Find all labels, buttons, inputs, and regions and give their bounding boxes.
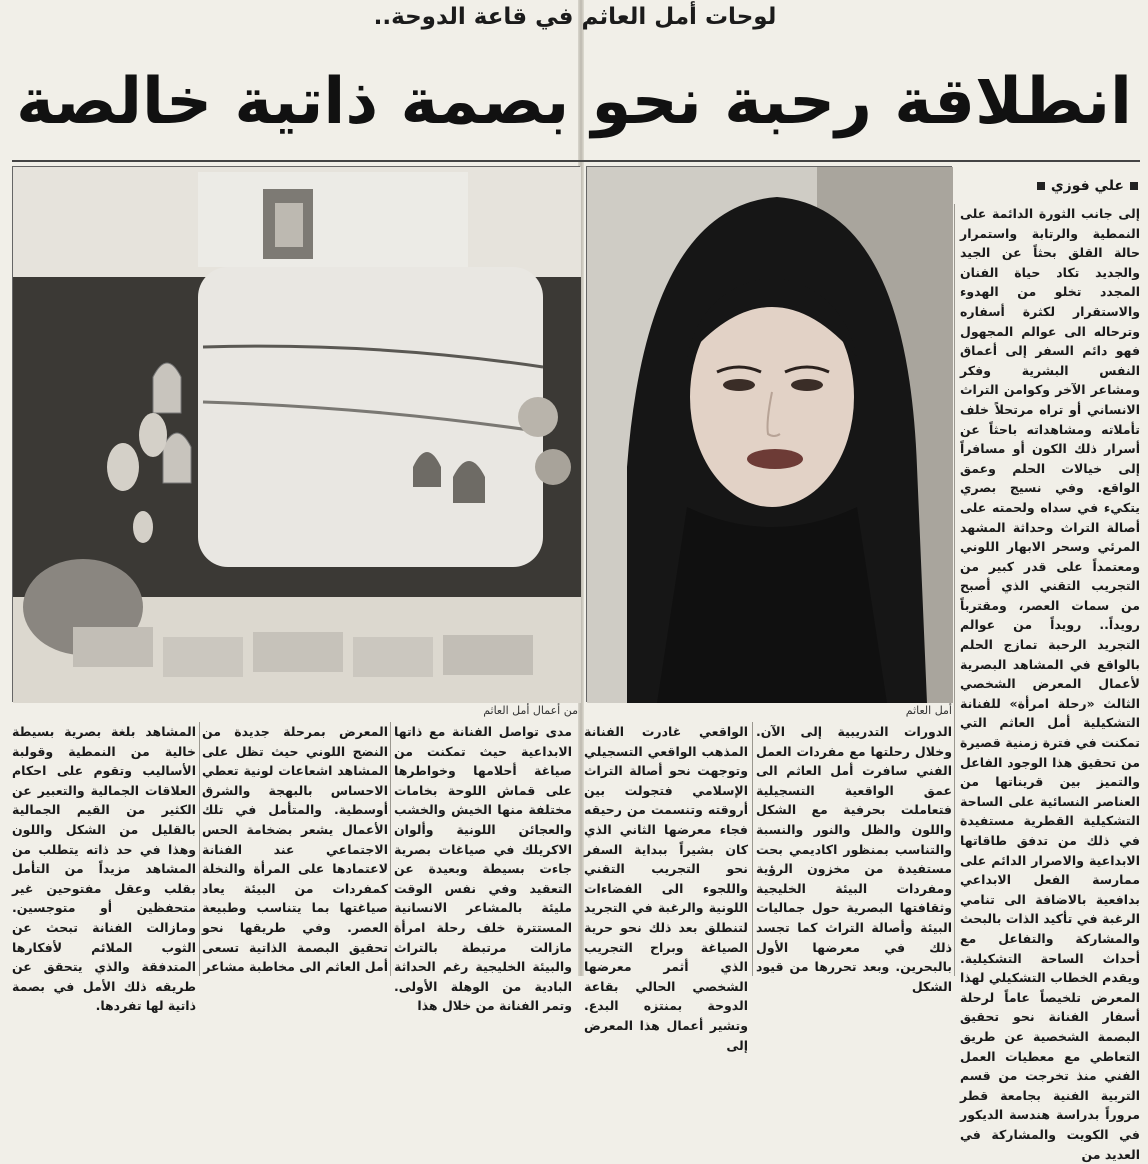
article-column-right [960,204,1140,1162]
article-column-2 [584,722,748,1053]
kicker-headline: لوحات أمل العاثم في قاعة الدوحة.. [373,4,777,30]
painting-photo [12,166,580,702]
byline-author: علي فوزي [1050,178,1124,194]
headline-rule [12,160,1140,162]
article-paragraph: الواقعي غادرت الفنانة المذهب الواقعي التسجيلي وتوجهت نحو أصالة التراث الإسلامي فتجولت بين أروقته وتنسمت من رحيقه فجاء معرضها الثاني الذي كان بشيراً ببداية السفر نحو التجريب التقني واللجوء الى الفضاءات اللونية والرغبة في التجريد لتنطلق بعد ذلك نحو حرية الصياغة وبراح التجريب الذي أثمر معرضها الشخصي الحالي بقاعة الدوحة بمنتزه البدع. وتشير أعمال هذا المعرض إلى [584,724,748,1053]
column-divider [954,204,955,976]
painting-image [13,167,581,703]
column-divider [752,722,753,976]
column-divider [390,722,391,976]
byline-square-icon [1037,182,1045,190]
article-column-3 [394,722,572,1014]
column-divider [199,722,200,976]
article-paragraph: الدورات التدريبية إلى الآن. وخلال رحلتها مع مفردات العمل الفني سافرت أمل العاثم الى عمق الواقعية التسجيلية فتعاملت بحرفية مع الشكل واللون والظل والنور والنسبة والتناسب بمنظور اكاديمي بحت مستفيدة من مخزون الرؤية ومفردات البيئة الخليجية وثقافتها البصرية حول جماليات البيئة وأصالة التراث كما تجسد ذلك في معرضها الأول بالبحرين. وبعد تحررها من قيود الشكل [756,724,952,994]
portrait-caption: أمل العاثم [905,704,952,717]
portrait-photo [586,166,952,702]
article-paragraph: إلى جانب الثورة الدائمة على النمطية والرتابة واستمرار حالة القلق بحثاً عن الجيد والجديد تكاد حياة الفنان المجدد تخلو من الهدوء والاستقرار لكثرة أسفاره وترحاله الى عوالم المجهول فهو دائم السفر إلى أعماق النفس البشرية وفكر ومشاعر الآخر وكوامن التراث الانساني أو تراه مرتحلاً خلف تأملاته ومشاهداته باحثاً عن أسرار ذلك الكون أو مسافراً إلى خيالات الحلم وعمق الواقع. وفي نسيج بصري يتكيء في سداه ولحمته على أصالة التراث وحداثة المشهد المرئي وسحر الابهار اللوني ومعتمداً على قدر كبير من التجريب التقني الذي أصبح من سمات العصر، ومقترباً رويداً.. رويداً من عوالم التجريد الرحبة تمازج الحلم بالواقع في المشاهد البصرية لأعمال المعرض الشخصي الثالث «رحلة امرأة» للفنانة التشكيلية أمل العاثم التي تمكنت في فترة زمنية قصيرة من تحقيق هذا الوجود الفاعل والتميز بين قريناتها من العناصر النسائية على الساحة التشكيلية القطرية مستفيدة في ذلك من تدفق طاقاتها الابداعية والاصرار الدائم على ممارسة الفعل الابداعي بدافعية بالاضافة الى تنامي الرغبة في تأكيد الذات بالبحث والمشاركة والتفاعل مع أحداث الساحة التشكيلية. ويقدم الخطاب التشكيلي لهذا المعرض تلخيصاً عاماً لرحلة أسفار الفنانة نحو تحقيق البصمة الشخصية عن طريق التعاطي مع معطيات العمل الفني منذ تخرجت من قسم التربية الفنية بجامعة قطر مروراً بدراسة هندسة الديكور في الكويت والمشاركة في العديد من [960,206,1140,1162]
painting-caption: من أعمال أمل العاثم [483,704,578,717]
portrait-image [587,167,953,703]
article-paragraph: مدى تواصل الفنانة مع ذاتها الابداعية حيث تمكنت من صياغة أحلامها وخواطرها على قماش اللوحة بخامات مختلفة منها الخيش والخشب والعجائن اللونية وألوان الاكريلك في صياغات بصرية جاءت بسيطة وبعيدة عن التعقيد وفي نفس الوقت مليئة بالمشاعر الانسانية المستترة خلف رحلة امرأة مازالت مرتبطة بالتراث والبيئة الخليجية رغم الحداثة البادية من الوهلة الأولى. وتمر الفنانة من خلال هذا [394,724,572,1014]
article-column-5 [12,722,196,1014]
article-paragraph: المشاهد بلغة بصرية بسيطة خالية من النمطية وقولبة الأساليب وتقوم على احكام العلاقات الجمالية والتعبير عن الكثير من القيم الجمالية بالقليل من الشكل واللون وهذا في حد ذاته يتطلب من المشاهد مزيداً من التأمل بقلب وعقل مفتوحين غير متحفظين أو متوجسين. ومازالت الفنانة تبحث عن الثوب الملائم لأفكارها المتدفقة والذي يتحقق عن طريقه ذلك الأمل في بصمة ذاتية لها تفردها. [12,724,196,1014]
main-headline: انطلاقة رحبة نحو بصمة ذاتية خالصة [16,65,1132,139]
byline [960,174,1138,198]
article-paragraph: المعرض بمرحلة جديدة من النضج اللوني حيث تظل على المشاهد اشعاعات لونية تعطي الاحساس بالبهجة والشرق أوسطية. والمتأمل في تلك الأعمال يشعر بضخامة الحس الاجتماعي عند الفنانة لاعتمادها على المرأة والنخلة كمفردات من البيئة يعاد صياغتها بما يتناسب وطبيعة العصر. وفي طريقها نحو تحقيق البصمة الذاتية تسعى أمل العاثم الى مخاطبة مشاعر [202,724,388,975]
article-column-1 [756,722,952,994]
byline-square-icon [1130,182,1138,190]
article-column-4 [202,722,388,976]
